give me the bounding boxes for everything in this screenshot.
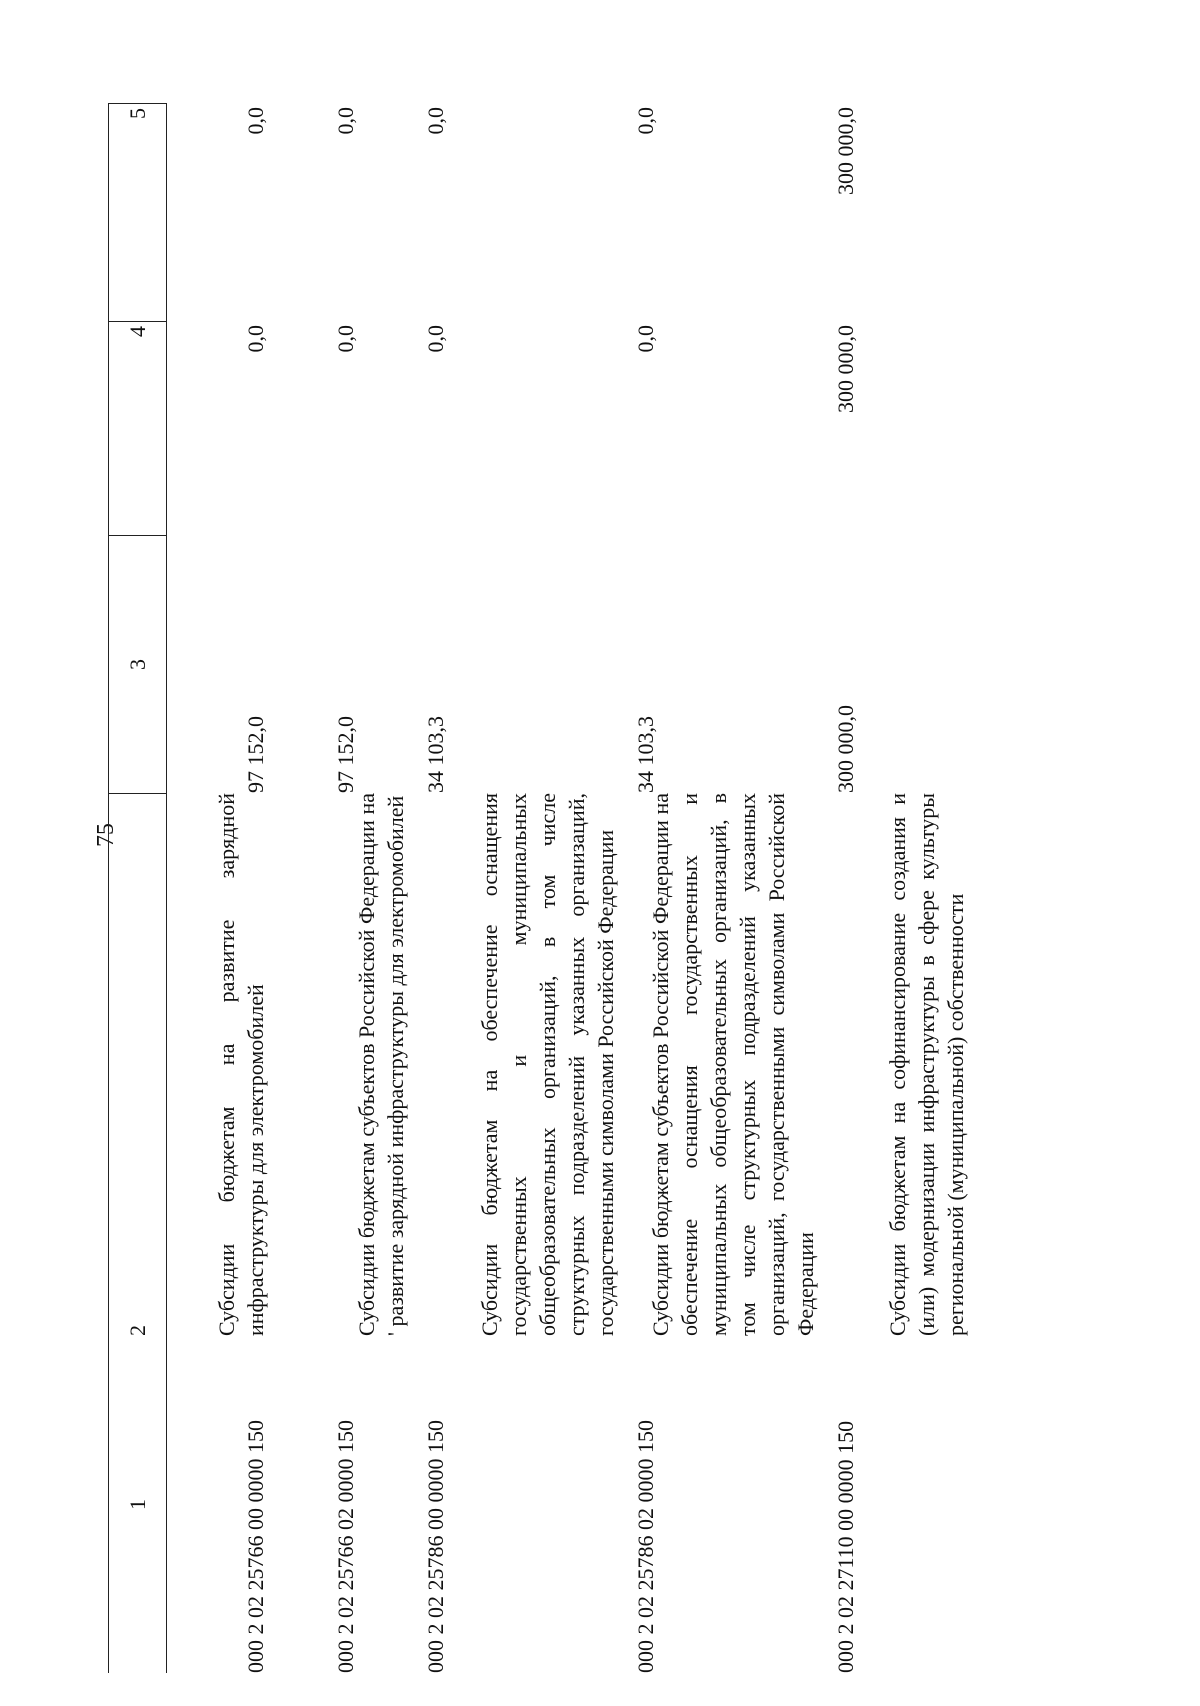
row-description: Субсидии бюджетам на софинансирование создания и (или) модернизации инфраструктуры в сфере культуры региональной (муниципальной) собственности [885, 793, 968, 1336]
table-row [420, 103, 620, 1673]
row-description: Субсидии бюджетам на развитие зарядной инфраструктуры для электромобилей [214, 793, 268, 1336]
row-col3: 34 103,3 [423, 716, 448, 793]
table-row [280, 103, 410, 1673]
row-col3: 34 103,3 [633, 716, 658, 793]
budget-table [0, 103, 1200, 1673]
row-col4: 0,0 [633, 325, 658, 353]
row-description: Субсидии бюджетам на обеспечение оснащения государственных и муниципальных общеобразовательных организаций, в том числе структурных подразделений указанных организаций, государственными символами Российской Федерации [477, 793, 618, 1336]
row-col4: 0,0 [333, 325, 358, 353]
row-col4: 0,0 [243, 325, 268, 353]
row-col4: 300 000,0 [833, 325, 858, 413]
row-col5: 300 000,0 [833, 107, 858, 195]
row-code: 000 2 02 25786 02 0000 150 [633, 1420, 658, 1673]
table-header-row [108, 103, 167, 1673]
row-code: 000 2 02 25786 00 0000 150 [423, 1420, 448, 1673]
row-description: Субсидии бюджетам субъектов Российской Федерации на ' развитие зарядной инфраструктуры для электромобилей [354, 793, 408, 1336]
row-col3: 300 000,0 [833, 705, 858, 793]
row-code: 000 2 02 25766 02 0000 150 [333, 1420, 358, 1673]
row-col3: 97 152,0 [243, 716, 268, 793]
row-col5: 0,0 [333, 107, 358, 135]
header-col-4: 4 [109, 321, 167, 535]
row-col3: 97 152,0 [333, 716, 358, 793]
row-description: Субсидии бюджетам субъектов Российской Федерации на обеспечение оснащения государственных и муниципальных общеобразовательных организаций, в том числе структурных подразделений указанных организаций, государственными символами Российской Федерации [648, 793, 818, 1336]
table-row [170, 103, 270, 1673]
table-row [630, 103, 820, 1673]
row-col5: 0,0 [243, 107, 268, 135]
header-col-3: 3 [109, 535, 167, 793]
header-col-2: 2 [109, 793, 167, 1336]
row-code: 000 2 02 27110 00 0000 150 [833, 1420, 858, 1673]
row-col5: 0,0 [423, 107, 448, 135]
row-code: 000 2 02 25766 00 0000 150 [243, 1420, 268, 1673]
header-col-5: 5 [109, 103, 167, 321]
row-col5: 0,0 [633, 107, 658, 135]
header-col-1: 1 [125, 1499, 150, 1510]
table-row [830, 103, 970, 1673]
page-number: 75 [93, 823, 119, 847]
row-col4: 0,0 [423, 325, 448, 353]
